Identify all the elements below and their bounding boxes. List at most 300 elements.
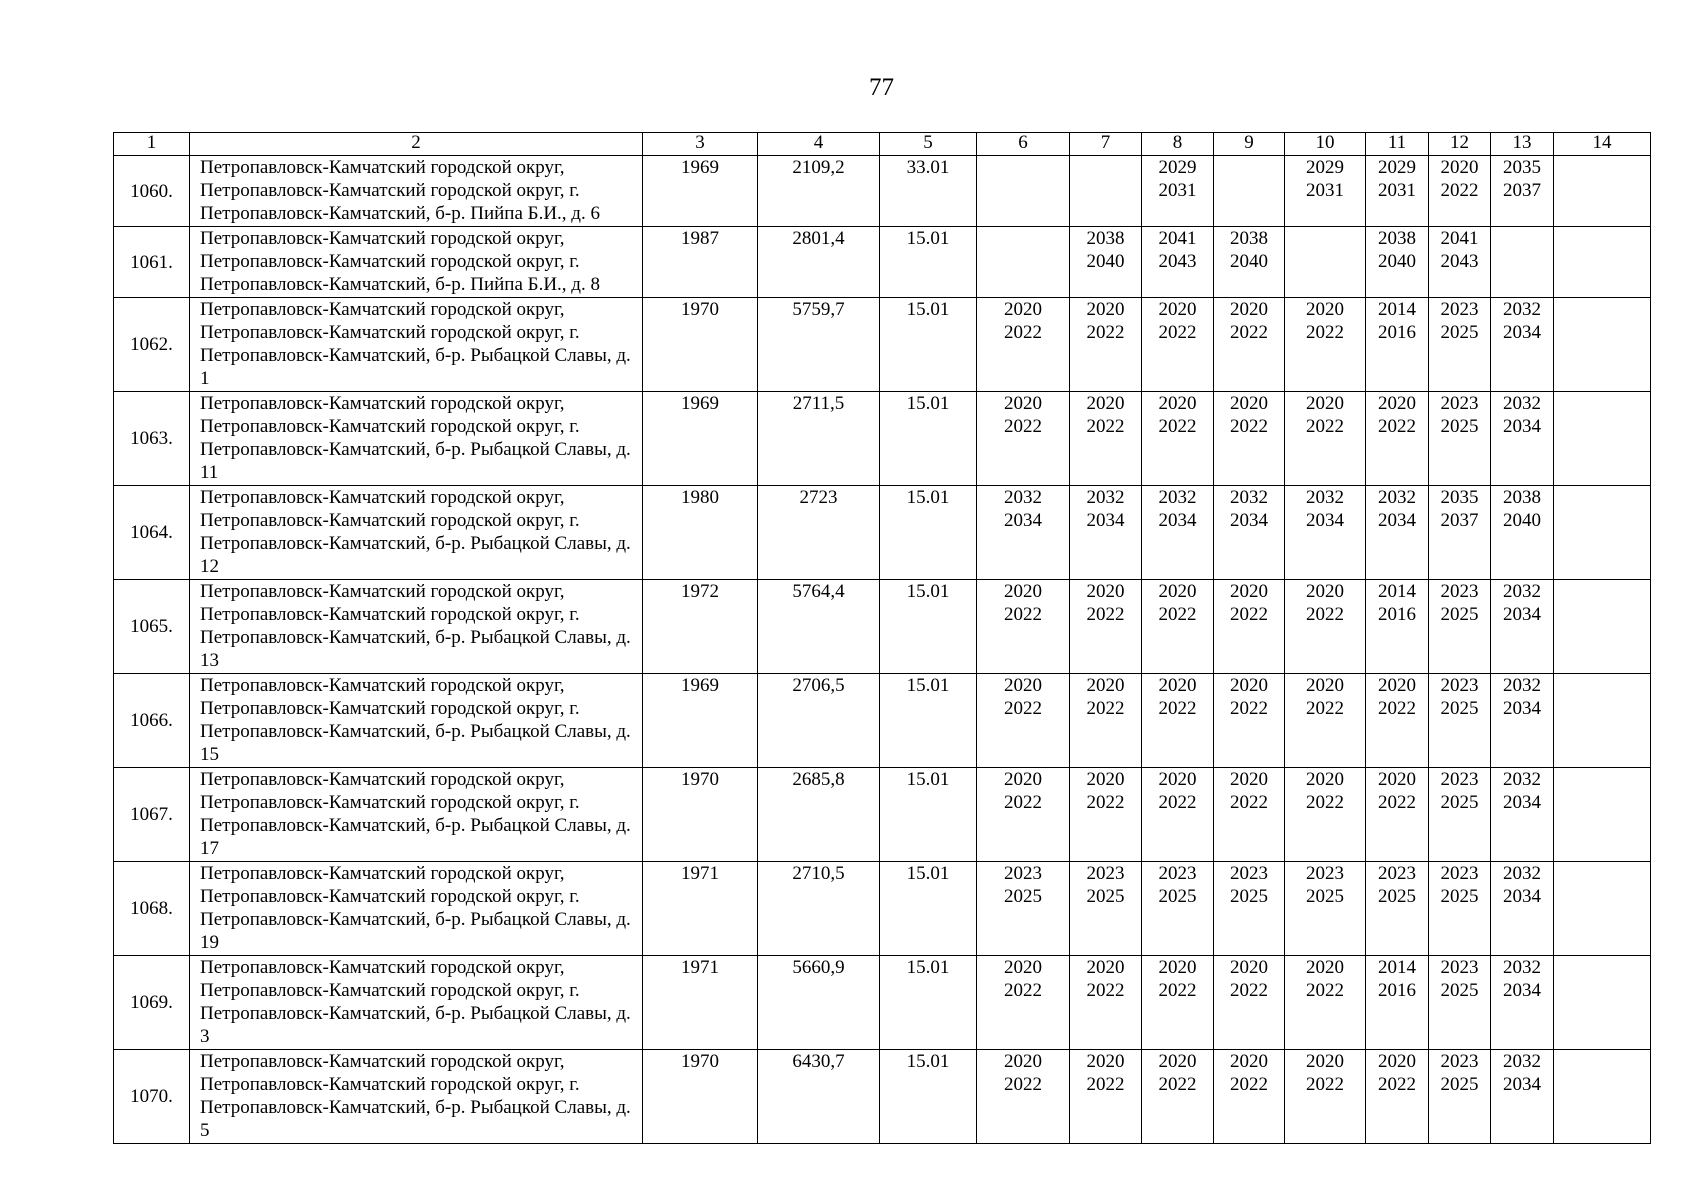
period-end-year: 2025 [1378, 886, 1416, 907]
build-year-cell: 1971 [643, 862, 758, 956]
address-cell: Петропавловск-Камчатский городской округ, Петропавловск-Камчатский городской округ, г. Петропавловск-Камчатский, б-р. Пийпа Б.И., д. 8 [190, 227, 643, 298]
area-cell: 2711,5 [758, 392, 880, 486]
period-end-year: 2022 [1004, 1074, 1042, 1095]
period-cell-c7 [1070, 1050, 1142, 1144]
build-year-cell: 1970 [643, 768, 758, 862]
header-cell: 14 [1554, 133, 1651, 156]
period-end-year: 2040 [1230, 251, 1268, 272]
period-cell-c10 [1285, 580, 1366, 674]
header-cell: 8 [1142, 133, 1214, 156]
period-start-year: 2041 [1440, 228, 1479, 249]
period-start-year: 2041 [1158, 228, 1197, 249]
period-end-year: 2022 [1306, 1074, 1344, 1095]
period-cell-c7 [1070, 768, 1142, 862]
period-cell-c8 [1142, 227, 1214, 298]
address-cell: Петропавловск-Камчатский городской округ, Петропавловск-Камчатский городской округ, г. Петропавловск-Камчатский, б-р. Рыбацкой Славы, д. 3 [190, 956, 643, 1050]
period-cell-c12 [1429, 580, 1491, 674]
area-cell: 2801,4 [758, 227, 880, 298]
period-start-year: 2023 [1440, 863, 1479, 884]
period-cell-c6 [977, 674, 1070, 768]
period-cell-c10 [1285, 227, 1366, 298]
code-cell: 15.01 [880, 674, 977, 768]
address-cell: Петропавловск-Камчатский городской округ, Петропавловск-Камчатский городской округ, г. Петропавловск-Камчатский, б-р. Рыбацкой Славы, д. 19 [190, 862, 643, 956]
table-row [114, 768, 1651, 862]
period-cell-c13 [1491, 956, 1554, 1050]
period-cell-c12 [1429, 392, 1491, 486]
row-number: 1060. [114, 156, 190, 227]
period-start-year: 2029 [1306, 157, 1344, 178]
period-end-year: 2022 [1230, 980, 1268, 1001]
period-start-year: 2032 [1503, 1051, 1541, 1072]
period-start-year: 2020 [1158, 299, 1197, 320]
period-start-year: 2029 [1378, 157, 1416, 178]
period-start-year: 2020 [1004, 393, 1042, 414]
period-start-year: 2023 [1086, 863, 1125, 884]
period-start-year: 2020 [1306, 581, 1344, 602]
build-year-cell: 1972 [643, 580, 758, 674]
period-cell-c9 [1214, 768, 1285, 862]
period-cell-c6 [977, 580, 1070, 674]
header-cell: 3 [643, 133, 758, 156]
period-end-year: 2025 [1440, 886, 1479, 907]
period-start-year: 2020 [1378, 769, 1416, 790]
period-start-year: 2023 [1004, 863, 1042, 884]
period-end-year: 2022 [1004, 322, 1042, 343]
notes-cell [1554, 156, 1651, 227]
row-number: 1061. [114, 227, 190, 298]
period-start-year: 2032 [1503, 957, 1541, 978]
table-row [114, 674, 1651, 768]
period-start-year: 2020 [1086, 957, 1125, 978]
period-end-year: 2022 [1306, 604, 1344, 625]
period-cell-c6 [977, 768, 1070, 862]
code-cell: 15.01 [880, 298, 977, 392]
period-start-year: 2020 [1378, 1051, 1416, 1072]
period-cell-c9 [1214, 580, 1285, 674]
header-cell: 13 [1491, 133, 1554, 156]
period-cell-c7 [1070, 674, 1142, 768]
period-cell-c11 [1366, 298, 1429, 392]
build-year-cell: 1971 [643, 956, 758, 1050]
period-cell-c13 [1491, 580, 1554, 674]
period-cell-c12 [1429, 298, 1491, 392]
period-cell-c8 [1142, 768, 1214, 862]
build-year-cell: 1980 [643, 486, 758, 580]
period-end-year: 2025 [1440, 322, 1479, 343]
period-cell-c6 [977, 392, 1070, 486]
period-start-year: 2020 [1378, 393, 1416, 414]
period-end-year: 2025 [1440, 980, 1479, 1001]
period-cell-c10 [1285, 1050, 1366, 1144]
build-year-cell: 1970 [643, 1050, 758, 1144]
notes-cell [1554, 392, 1651, 486]
period-cell-c13 [1491, 674, 1554, 768]
page-number: 77 [869, 74, 894, 101]
period-start-year: 2032 [1158, 487, 1197, 508]
period-end-year: 2022 [1158, 1074, 1197, 1095]
period-end-year: 2022 [1086, 792, 1125, 813]
period-start-year: 2023 [1440, 675, 1479, 696]
period-end-year: 2025 [1306, 886, 1344, 907]
period-cell-c12 [1429, 956, 1491, 1050]
period-end-year: 2022 [1306, 698, 1344, 719]
period-end-year: 2022 [1378, 416, 1416, 437]
period-start-year: 2020 [1086, 393, 1125, 414]
period-start-year: 2032 [1004, 487, 1042, 508]
period-start-year: 2020 [1004, 1051, 1042, 1072]
period-end-year: 2022 [1004, 792, 1042, 813]
period-end-year: 2022 [1230, 792, 1268, 813]
notes-cell [1554, 862, 1651, 956]
period-end-year: 2034 [1503, 604, 1541, 625]
period-start-year: 2032 [1086, 487, 1125, 508]
period-cell-c9 [1214, 1050, 1285, 1144]
period-end-year: 2022 [1086, 604, 1125, 625]
period-cell-c7 [1070, 298, 1142, 392]
period-start-year: 2020 [1306, 957, 1344, 978]
row-number: 1062. [114, 298, 190, 392]
period-cell-c6 [977, 227, 1070, 298]
period-start-year: 2020 [1086, 769, 1125, 790]
area-cell: 2723 [758, 486, 880, 580]
period-end-year: 2025 [1086, 886, 1125, 907]
period-start-year: 2020 [1306, 675, 1344, 696]
period-end-year: 2016 [1378, 604, 1416, 625]
row-number: 1070. [114, 1050, 190, 1144]
period-cell-c7 [1070, 956, 1142, 1050]
period-end-year: 2022 [1086, 980, 1125, 1001]
period-start-year: 2014 [1378, 581, 1416, 602]
notes-cell [1554, 486, 1651, 580]
period-end-year: 2034 [1503, 322, 1541, 343]
period-cell-c11 [1366, 956, 1429, 1050]
period-cell-c10 [1285, 298, 1366, 392]
period-start-year: 2032 [1503, 675, 1541, 696]
period-start-year: 2023 [1440, 957, 1479, 978]
period-end-year: 2022 [1230, 698, 1268, 719]
period-cell-c11 [1366, 227, 1429, 298]
period-start-year: 2020 [1158, 957, 1197, 978]
period-cell-c12 [1429, 156, 1491, 227]
period-end-year: 2034 [1503, 698, 1541, 719]
period-start-year: 2020 [1004, 769, 1042, 790]
period-start-year: 2020 [1230, 769, 1268, 790]
period-cell-c10 [1285, 392, 1366, 486]
address-cell: Петропавловск-Камчатский городской округ, Петропавловск-Камчатский городской округ, г. Петропавловск-Камчатский, б-р. Пийпа Б.И., д. 6 [190, 156, 643, 227]
address-cell: Петропавловск-Камчатский городской округ, Петропавловск-Камчатский городской округ, г. Петропавловск-Камчатский, б-р. Рыбацкой Славы, д. 1 [190, 298, 643, 392]
header-cell: 1 [114, 133, 190, 156]
period-end-year: 2025 [1004, 886, 1042, 907]
period-end-year: 2022 [1004, 698, 1042, 719]
period-cell-c9 [1214, 956, 1285, 1050]
area-cell: 2109,2 [758, 156, 880, 227]
period-end-year: 2037 [1440, 510, 1479, 531]
area-cell: 5660,9 [758, 956, 880, 1050]
address-cell: Петропавловск-Камчатский городской округ, Петропавловск-Камчатский городской округ, г. Петропавловск-Камчатский, б-р. Рыбацкой Славы, д. 5 [190, 1050, 643, 1144]
period-start-year: 2023 [1158, 863, 1197, 884]
period-start-year: 2032 [1306, 487, 1344, 508]
period-start-year: 2038 [1378, 228, 1416, 249]
area-cell: 2710,5 [758, 862, 880, 956]
period-cell-c10 [1285, 486, 1366, 580]
period-cell-c6 [977, 486, 1070, 580]
period-start-year: 2020 [1004, 581, 1042, 602]
build-year-cell: 1969 [643, 674, 758, 768]
period-cell-c13 [1491, 486, 1554, 580]
period-cell-c12 [1429, 674, 1491, 768]
period-start-year: 2020 [1230, 957, 1268, 978]
row-number: 1068. [114, 862, 190, 956]
period-cell-c8 [1142, 580, 1214, 674]
table-row [114, 227, 1651, 298]
period-start-year: 2023 [1440, 393, 1479, 414]
code-cell: 15.01 [880, 392, 977, 486]
period-end-year: 2022 [1306, 416, 1344, 437]
code-cell: 15.01 [880, 1050, 977, 1144]
address-cell: Петропавловск-Камчатский городской округ, Петропавловск-Камчатский городской округ, г. Петропавловск-Камчатский, б-р. Рыбацкой Славы, д. 15 [190, 674, 643, 768]
period-cell-c8 [1142, 486, 1214, 580]
period-cell-c11 [1366, 862, 1429, 956]
period-end-year: 2043 [1440, 251, 1479, 272]
period-end-year: 2025 [1440, 698, 1479, 719]
period-start-year: 2020 [1158, 769, 1197, 790]
period-end-year: 2034 [1503, 416, 1541, 437]
period-end-year: 2022 [1378, 792, 1416, 813]
period-cell-c7 [1070, 580, 1142, 674]
area-cell: 5759,7 [758, 298, 880, 392]
period-start-year: 2032 [1503, 393, 1541, 414]
period-end-year: 2022 [1158, 604, 1197, 625]
code-cell: 33.01 [880, 156, 977, 227]
period-cell-c11 [1366, 156, 1429, 227]
period-start-year: 2020 [1086, 1051, 1125, 1072]
period-cell-c10 [1285, 674, 1366, 768]
period-start-year: 2023 [1230, 863, 1268, 884]
period-end-year: 2025 [1440, 1074, 1479, 1095]
period-start-year: 2023 [1440, 299, 1479, 320]
period-cell-c13 [1491, 1050, 1554, 1144]
table-row [114, 862, 1651, 956]
header-cell: 7 [1070, 133, 1142, 156]
period-start-year: 2020 [1086, 675, 1125, 696]
period-cell-c13 [1491, 227, 1554, 298]
header-cell: 5 [880, 133, 977, 156]
period-start-year: 2035 [1440, 487, 1479, 508]
build-year-cell: 1969 [643, 392, 758, 486]
period-start-year: 2023 [1440, 581, 1479, 602]
period-cell-c7 [1070, 156, 1142, 227]
period-cell-c12 [1429, 486, 1491, 580]
period-start-year: 2020 [1004, 675, 1042, 696]
row-number: 1065. [114, 580, 190, 674]
period-cell-c10 [1285, 956, 1366, 1050]
period-cell-c10 [1285, 768, 1366, 862]
period-start-year: 2023 [1378, 863, 1416, 884]
period-cell-c11 [1366, 1050, 1429, 1144]
period-end-year: 2022 [1004, 416, 1042, 437]
period-start-year: 2020 [1306, 1051, 1344, 1072]
period-end-year: 2040 [1378, 251, 1416, 272]
period-start-year: 2020 [1230, 675, 1268, 696]
period-cell-c9 [1214, 392, 1285, 486]
period-cell-c8 [1142, 862, 1214, 956]
period-start-year: 2032 [1503, 581, 1541, 602]
period-start-year: 2038 [1230, 228, 1268, 249]
period-end-year: 2025 [1230, 886, 1268, 907]
period-start-year: 2020 [1230, 393, 1268, 414]
period-end-year: 2031 [1378, 180, 1416, 201]
address-cell: Петропавловск-Камчатский городской округ, Петропавловск-Камчатский городской округ, г. Петропавловск-Камчатский, б-р. Рыбацкой Славы, д. 17 [190, 768, 643, 862]
period-end-year: 2022 [1158, 698, 1197, 719]
period-cell-c8 [1142, 392, 1214, 486]
period-cell-c13 [1491, 768, 1554, 862]
period-cell-c7 [1070, 227, 1142, 298]
period-cell-c7 [1070, 862, 1142, 956]
period-cell-c6 [977, 156, 1070, 227]
code-cell: 15.01 [880, 227, 977, 298]
period-start-year: 2014 [1378, 957, 1416, 978]
header-cell: 11 [1366, 133, 1429, 156]
period-cell-c8 [1142, 956, 1214, 1050]
period-start-year: 2020 [1158, 675, 1197, 696]
build-year-cell: 1970 [643, 298, 758, 392]
period-cell-c12 [1429, 862, 1491, 956]
code-cell: 15.01 [880, 486, 977, 580]
header-cell: 9 [1214, 133, 1285, 156]
period-cell-c9 [1214, 486, 1285, 580]
period-cell-c13 [1491, 298, 1554, 392]
period-start-year: 2032 [1503, 863, 1541, 884]
notes-cell [1554, 956, 1651, 1050]
notes-cell [1554, 1050, 1651, 1144]
period-cell-c8 [1142, 1050, 1214, 1144]
period-start-year: 2020 [1230, 1051, 1268, 1072]
notes-cell [1554, 674, 1651, 768]
period-end-year: 2022 [1004, 604, 1042, 625]
period-end-year: 2034 [1503, 792, 1541, 813]
period-end-year: 2022 [1086, 698, 1125, 719]
period-start-year: 2020 [1158, 393, 1197, 414]
period-start-year: 2020 [1440, 157, 1479, 178]
row-number: 1067. [114, 768, 190, 862]
period-cell-c7 [1070, 486, 1142, 580]
address-cell: Петропавловск-Камчатский городской округ, Петропавловск-Камчатский городской округ, г. Петропавловск-Камчатский, б-р. Рыбацкой Славы, д. 12 [190, 486, 643, 580]
code-cell: 15.01 [880, 580, 977, 674]
table-row [114, 580, 1651, 674]
period-end-year: 2016 [1378, 322, 1416, 343]
row-number: 1066. [114, 674, 190, 768]
period-start-year: 2020 [1230, 299, 1268, 320]
period-cell-c8 [1142, 298, 1214, 392]
period-cell-c12 [1429, 227, 1491, 298]
period-end-year: 2022 [1086, 1074, 1125, 1095]
period-cell-c10 [1285, 156, 1366, 227]
build-year-cell: 1969 [643, 156, 758, 227]
period-end-year: 2034 [1086, 510, 1125, 531]
period-cell-c11 [1366, 674, 1429, 768]
period-start-year: 2020 [1086, 299, 1125, 320]
period-cell-c10 [1285, 862, 1366, 956]
period-end-year: 2034 [1378, 510, 1416, 531]
period-cell-c6 [977, 956, 1070, 1050]
column-number-row [114, 133, 1651, 156]
period-start-year: 2020 [1158, 581, 1197, 602]
area-cell: 2685,8 [758, 768, 880, 862]
period-end-year: 2022 [1378, 698, 1416, 719]
period-cell-c12 [1429, 768, 1491, 862]
period-end-year: 2022 [1440, 180, 1479, 201]
period-start-year: 2032 [1378, 487, 1416, 508]
period-cell-c6 [977, 1050, 1070, 1144]
period-end-year: 2040 [1503, 510, 1541, 531]
row-number: 1064. [114, 486, 190, 580]
period-start-year: 2014 [1378, 299, 1416, 320]
period-end-year: 2043 [1158, 251, 1197, 272]
period-end-year: 2022 [1004, 980, 1042, 1001]
table-row [114, 1050, 1651, 1144]
period-end-year: 2022 [1378, 1074, 1416, 1095]
period-cell-c11 [1366, 392, 1429, 486]
period-end-year: 2034 [1306, 510, 1344, 531]
row-number: 1069. [114, 956, 190, 1050]
period-start-year: 2020 [1230, 581, 1268, 602]
period-cell-c12 [1429, 1050, 1491, 1144]
header-cell: 4 [758, 133, 880, 156]
period-end-year: 2022 [1306, 322, 1344, 343]
period-cell-c6 [977, 862, 1070, 956]
period-end-year: 2025 [1440, 416, 1479, 437]
period-start-year: 2029 [1158, 157, 1197, 178]
period-end-year: 2040 [1086, 251, 1125, 272]
notes-cell [1554, 768, 1651, 862]
period-cell-c11 [1366, 768, 1429, 862]
header-cell: 10 [1285, 133, 1366, 156]
period-start-year: 2020 [1086, 581, 1125, 602]
period-end-year: 2016 [1378, 980, 1416, 1001]
period-cell-c9 [1214, 674, 1285, 768]
period-start-year: 2020 [1306, 299, 1344, 320]
header-cell: 12 [1429, 133, 1491, 156]
period-end-year: 2034 [1158, 510, 1197, 531]
period-start-year: 2032 [1503, 299, 1541, 320]
period-start-year: 2020 [1004, 957, 1042, 978]
area-cell: 6430,7 [758, 1050, 880, 1144]
code-cell: 15.01 [880, 862, 977, 956]
table-row [114, 392, 1651, 486]
period-end-year: 2022 [1306, 980, 1344, 1001]
code-cell: 15.01 [880, 956, 977, 1050]
period-cell-c13 [1491, 862, 1554, 956]
period-end-year: 2025 [1440, 792, 1479, 813]
period-start-year: 2032 [1503, 769, 1541, 790]
period-end-year: 2025 [1440, 604, 1479, 625]
period-end-year: 2034 [1503, 1074, 1541, 1095]
period-cell-c9 [1214, 298, 1285, 392]
build-year-cell: 1987 [643, 227, 758, 298]
period-cell-c11 [1366, 580, 1429, 674]
period-cell-c8 [1142, 674, 1214, 768]
code-cell: 15.01 [880, 768, 977, 862]
period-end-year: 2022 [1230, 416, 1268, 437]
period-end-year: 2037 [1503, 180, 1541, 201]
period-start-year: 2020 [1378, 675, 1416, 696]
period-end-year: 2022 [1230, 604, 1268, 625]
period-end-year: 2022 [1158, 980, 1197, 1001]
period-start-year: 2020 [1004, 299, 1042, 320]
area-cell: 5764,4 [758, 580, 880, 674]
period-end-year: 2034 [1004, 510, 1042, 531]
period-cell-c8 [1142, 156, 1214, 227]
